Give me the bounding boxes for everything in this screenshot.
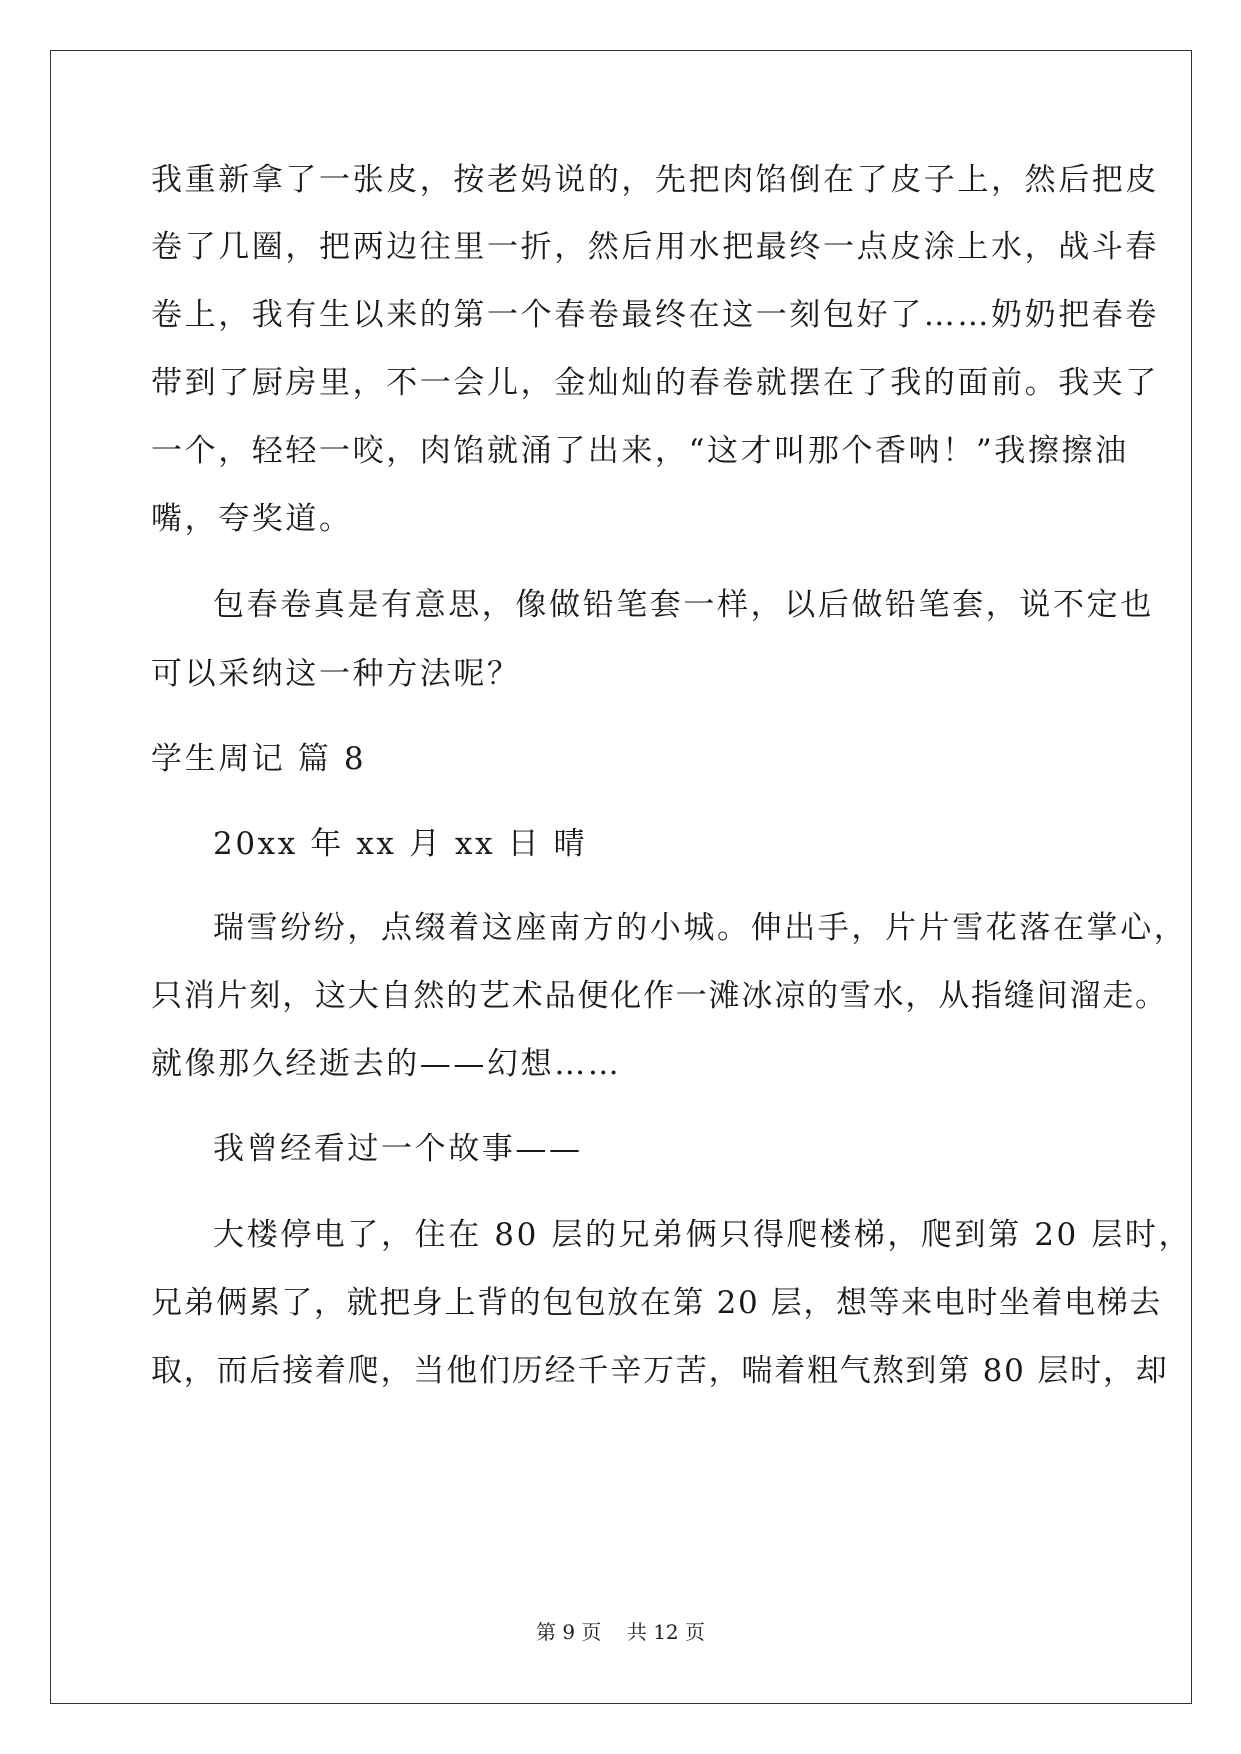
paragraph-line: 嘴，夸奖道。 (151, 501, 353, 537)
page-number-footer: 第 9 页 共 12 页 (535, 1620, 706, 1644)
paragraph-line: 可以采纳这一种方法呢？ (151, 656, 521, 692)
paragraph-line: 我重新拿了一张皮，按老妈说的，先把肉馅倒在了皮子上，然后把皮 (151, 162, 1159, 198)
paragraph-line: 就像那久经逝去的——幻想…… (151, 1046, 622, 1082)
paragraph-line: 瑞雪纷纷，点缀着这座南方的小城。伸出手，片片雪花落在掌心， (213, 910, 1188, 946)
section-heading: 学生周记 篇 8 (151, 741, 367, 777)
date-line: 20xx 年 xx 月 xx 日 晴 (213, 826, 588, 862)
paragraph-line: 取，而后接着爬，当他们历经千辛万苦，喘着粗气熬到第 80 层时，却 (151, 1353, 1169, 1389)
paragraph-line: 大楼停电了，住在 80 层的兄弟俩只得爬楼梯，爬到第 20 层时， (213, 1217, 1193, 1253)
paragraph-line: 我曾经看过一个故事—— (213, 1131, 583, 1167)
paragraph-line: 包春卷真是有意思，像做铅笔套一样，以后做铅笔套，说不定也 (213, 587, 1154, 623)
paragraph-line: 卷上，我有生以来的第一个春卷最终在这一刻包好了……奶奶把春卷 (151, 297, 1159, 333)
paragraph-line: 兄弟俩累了，就把身上背的包包放在第 20 层，想等来电时坐着电梯去 (151, 1285, 1162, 1321)
paragraph-line: 一个，轻轻一咬，肉馅就涌了出来，“这才叫那个香呐！”我擦擦油 (151, 433, 1129, 469)
paragraph-line: 带到了厨房里，不一会儿，金灿灿的春卷就摆在了我的面前。我夹了 (151, 365, 1159, 401)
paragraph-line: 只消片刻，这大自然的艺术品便化作一滩冰凉的雪水，从指缝间溜走。 (151, 978, 1168, 1014)
paragraph-line: 卷了几圈，把两边往里一折，然后用水把最终一点皮涂上水，战斗春 (151, 229, 1159, 265)
